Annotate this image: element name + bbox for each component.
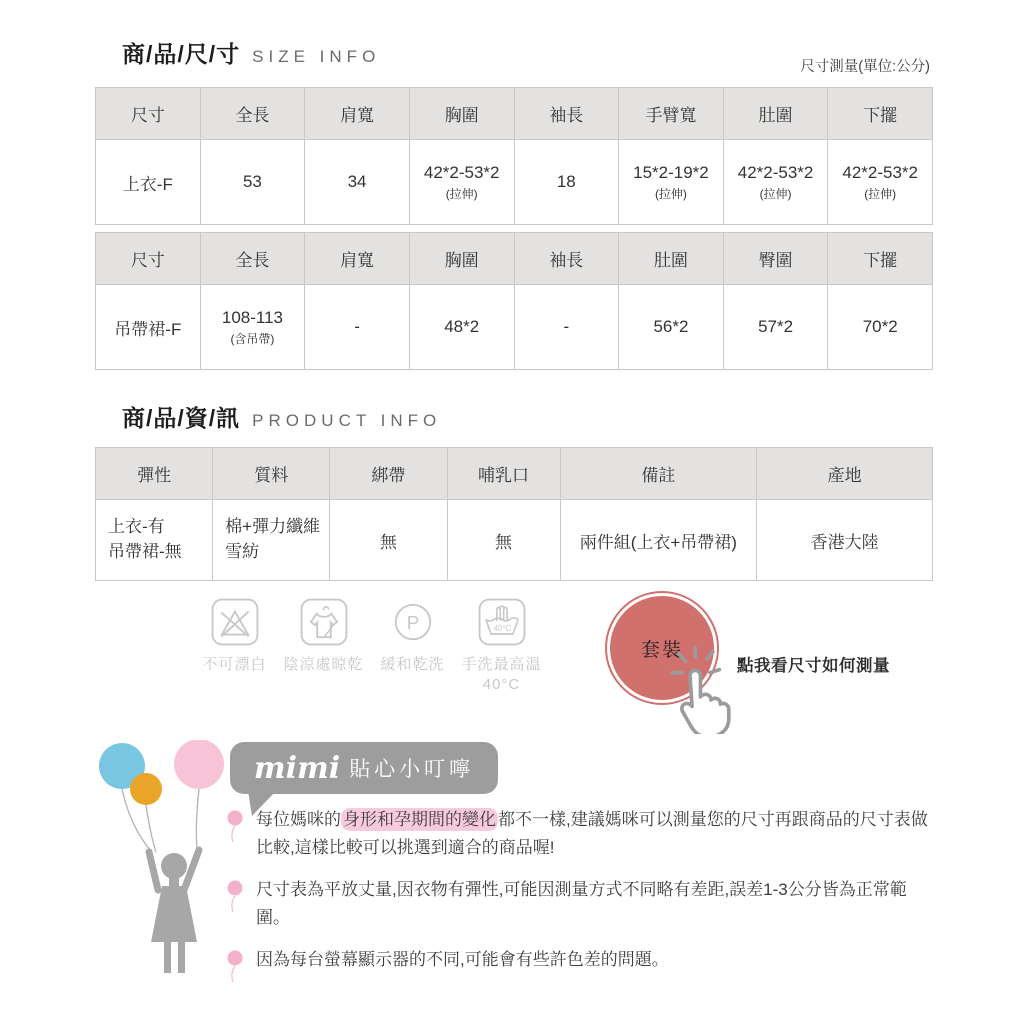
size-info-title: [122, 36, 380, 69]
cell-value: 70*2: [828, 285, 933, 370]
cell-nursing-opening: 無: [447, 500, 560, 581]
tip-item: 尺寸表為平放丈量,因衣物有彈性,可能因測量方式不同略有差距,誤差1-3公分皆為正常範圍。: [228, 876, 928, 932]
care-label: 陰涼處晾乾: [283, 656, 364, 673]
cell-value: 56*2: [619, 285, 724, 370]
cell-subnote: (拉伸): [654, 186, 687, 201]
gentle-dry-clean-icon: [389, 598, 437, 646]
cell-value: 18: [514, 140, 619, 225]
measurement-unit-note: 尺寸測量(單位:公分): [800, 59, 930, 75]
hand-wash-40-icon: [478, 598, 526, 646]
header-cell: 肩寬: [305, 233, 410, 285]
no-bleach-icon: [211, 598, 259, 646]
cell-value: 42*2-53*2 (拉伸): [828, 140, 933, 225]
header-cell: 尺寸: [96, 233, 201, 285]
product-info-title: [122, 400, 441, 433]
tip-item: 因為每台螢幕顯示器的不同,可能會有些許色差的問題。: [228, 946, 928, 974]
header-cell: 臀圍: [723, 233, 828, 285]
header-cell: 手臂寬: [619, 88, 724, 140]
wash-temp-label: 40°C: [493, 623, 511, 633]
top-size-table: [95, 87, 933, 225]
cell-subnote: (拉伸): [445, 186, 478, 201]
cell-origin: 香港大陸: [757, 500, 933, 581]
header-cell: 胸圍: [409, 88, 514, 140]
table-header-row: [96, 448, 933, 500]
header-cell: 胸圍: [409, 233, 514, 285]
cell-value: -: [514, 285, 619, 370]
tips-list: [228, 806, 928, 988]
header-cell: 彈性: [96, 448, 213, 500]
product-info-title-en: PRODUCT INFO: [252, 411, 442, 430]
cell-value: 34: [305, 140, 410, 225]
tip-item: 每位媽咪的 身形和孕期間的變化 都不一樣,建議媽咪可以測量您的尺寸再跟商品的尺寸表做比較,這樣比較可以挑選到適合的商品喔!: [228, 806, 928, 862]
header-cell: 全長: [200, 233, 305, 285]
header-cell: 下擺: [828, 233, 933, 285]
header-cell: 尺寸: [96, 88, 201, 140]
table-header-row: [96, 88, 933, 140]
pink-balloon-bullet-icon: [226, 949, 248, 985]
cell-value: 42*2-53*2 (拉伸): [409, 140, 514, 225]
header-cell: 肚圍: [619, 233, 724, 285]
table-header-row: [96, 233, 933, 285]
mimi-tips-bubble: [230, 742, 498, 794]
girl-silhouette: [149, 850, 199, 973]
size-info-title-zh: 商/品/尺/寸: [122, 41, 241, 67]
cell-notes: 兩件組(上衣+吊帶裙): [560, 500, 757, 581]
tips-bubble-title: 貼心小叮嚀: [349, 758, 475, 781]
product-info-title-zh: 商/品/資/訊: [122, 405, 241, 431]
cell-size-label: 吊帶裙-F: [96, 285, 201, 370]
cell-subnote: (拉伸): [759, 186, 792, 201]
cell-subnote: (拉伸): [864, 186, 897, 201]
care-label: 緩和乾洗: [380, 656, 445, 673]
care-item-hand-wash: [457, 598, 546, 696]
measure-cta-text: 點我看尺寸如何測量: [737, 657, 890, 675]
care-item-no-bleach: [190, 598, 279, 696]
header-cell: 綁帶: [330, 448, 447, 500]
care-instructions: [190, 598, 546, 696]
product-info-table: [95, 447, 933, 581]
header-cell: 備註: [560, 448, 757, 500]
header-cell: 袖長: [514, 233, 619, 285]
dry-clean-letter: P: [406, 611, 419, 633]
care-label: 不可漂白: [202, 656, 267, 673]
cell-value: 48*2: [409, 285, 514, 370]
header-cell: 全長: [200, 88, 305, 140]
cell-value: 57*2: [723, 285, 828, 370]
cell-value: -: [305, 285, 410, 370]
header-cell: 袖長: [514, 88, 619, 140]
cell-material: 棉+彈力纖維 雪紡: [213, 500, 330, 581]
cell-straps: 無: [330, 500, 447, 581]
balloon-pink: [174, 740, 224, 789]
set-badge-label: 套裝: [640, 639, 683, 661]
table-row: [96, 500, 933, 581]
header-cell: 下擺: [828, 88, 933, 140]
highlighted-text: 身形和孕期間的變化: [343, 810, 496, 829]
cell-value: 42*2-53*2 (拉伸): [723, 140, 828, 225]
cell-elasticity: 上衣-有 吊帶裙-無: [96, 500, 213, 581]
cell-value: 53: [200, 140, 305, 225]
pink-balloon-bullet-icon: [226, 879, 248, 915]
mimi-script-text: mimi: [253, 750, 341, 786]
pink-balloon-bullet-icon: [226, 809, 248, 845]
header-cell: 肚圍: [723, 88, 828, 140]
header-cell: 質料: [213, 448, 330, 500]
balloon-orange: [130, 773, 162, 805]
size-info-title-en: SIZE INFO: [252, 47, 381, 66]
balloon-girl-illustration: [78, 740, 238, 990]
skirt-size-table: [95, 232, 933, 370]
care-item-gentle-dry-clean: [368, 598, 457, 696]
care-item-line-dry-shade: [279, 598, 368, 696]
cell-size-label: 上衣-F: [96, 140, 201, 225]
cell-value: 108-113 (含吊帶): [200, 285, 305, 370]
header-cell: 肩寬: [305, 88, 410, 140]
header-cell: 產地: [757, 448, 933, 500]
cell-value: 15*2-19*2 (拉伸): [619, 140, 724, 225]
table-row: [96, 285, 933, 370]
care-label: 手洗最高溫 40°C: [461, 656, 542, 694]
line-dry-shade-icon: [300, 598, 348, 646]
table-row: [96, 140, 933, 225]
header-cell: 哺乳口: [447, 448, 560, 500]
cell-subnote: (含吊帶): [230, 331, 275, 346]
